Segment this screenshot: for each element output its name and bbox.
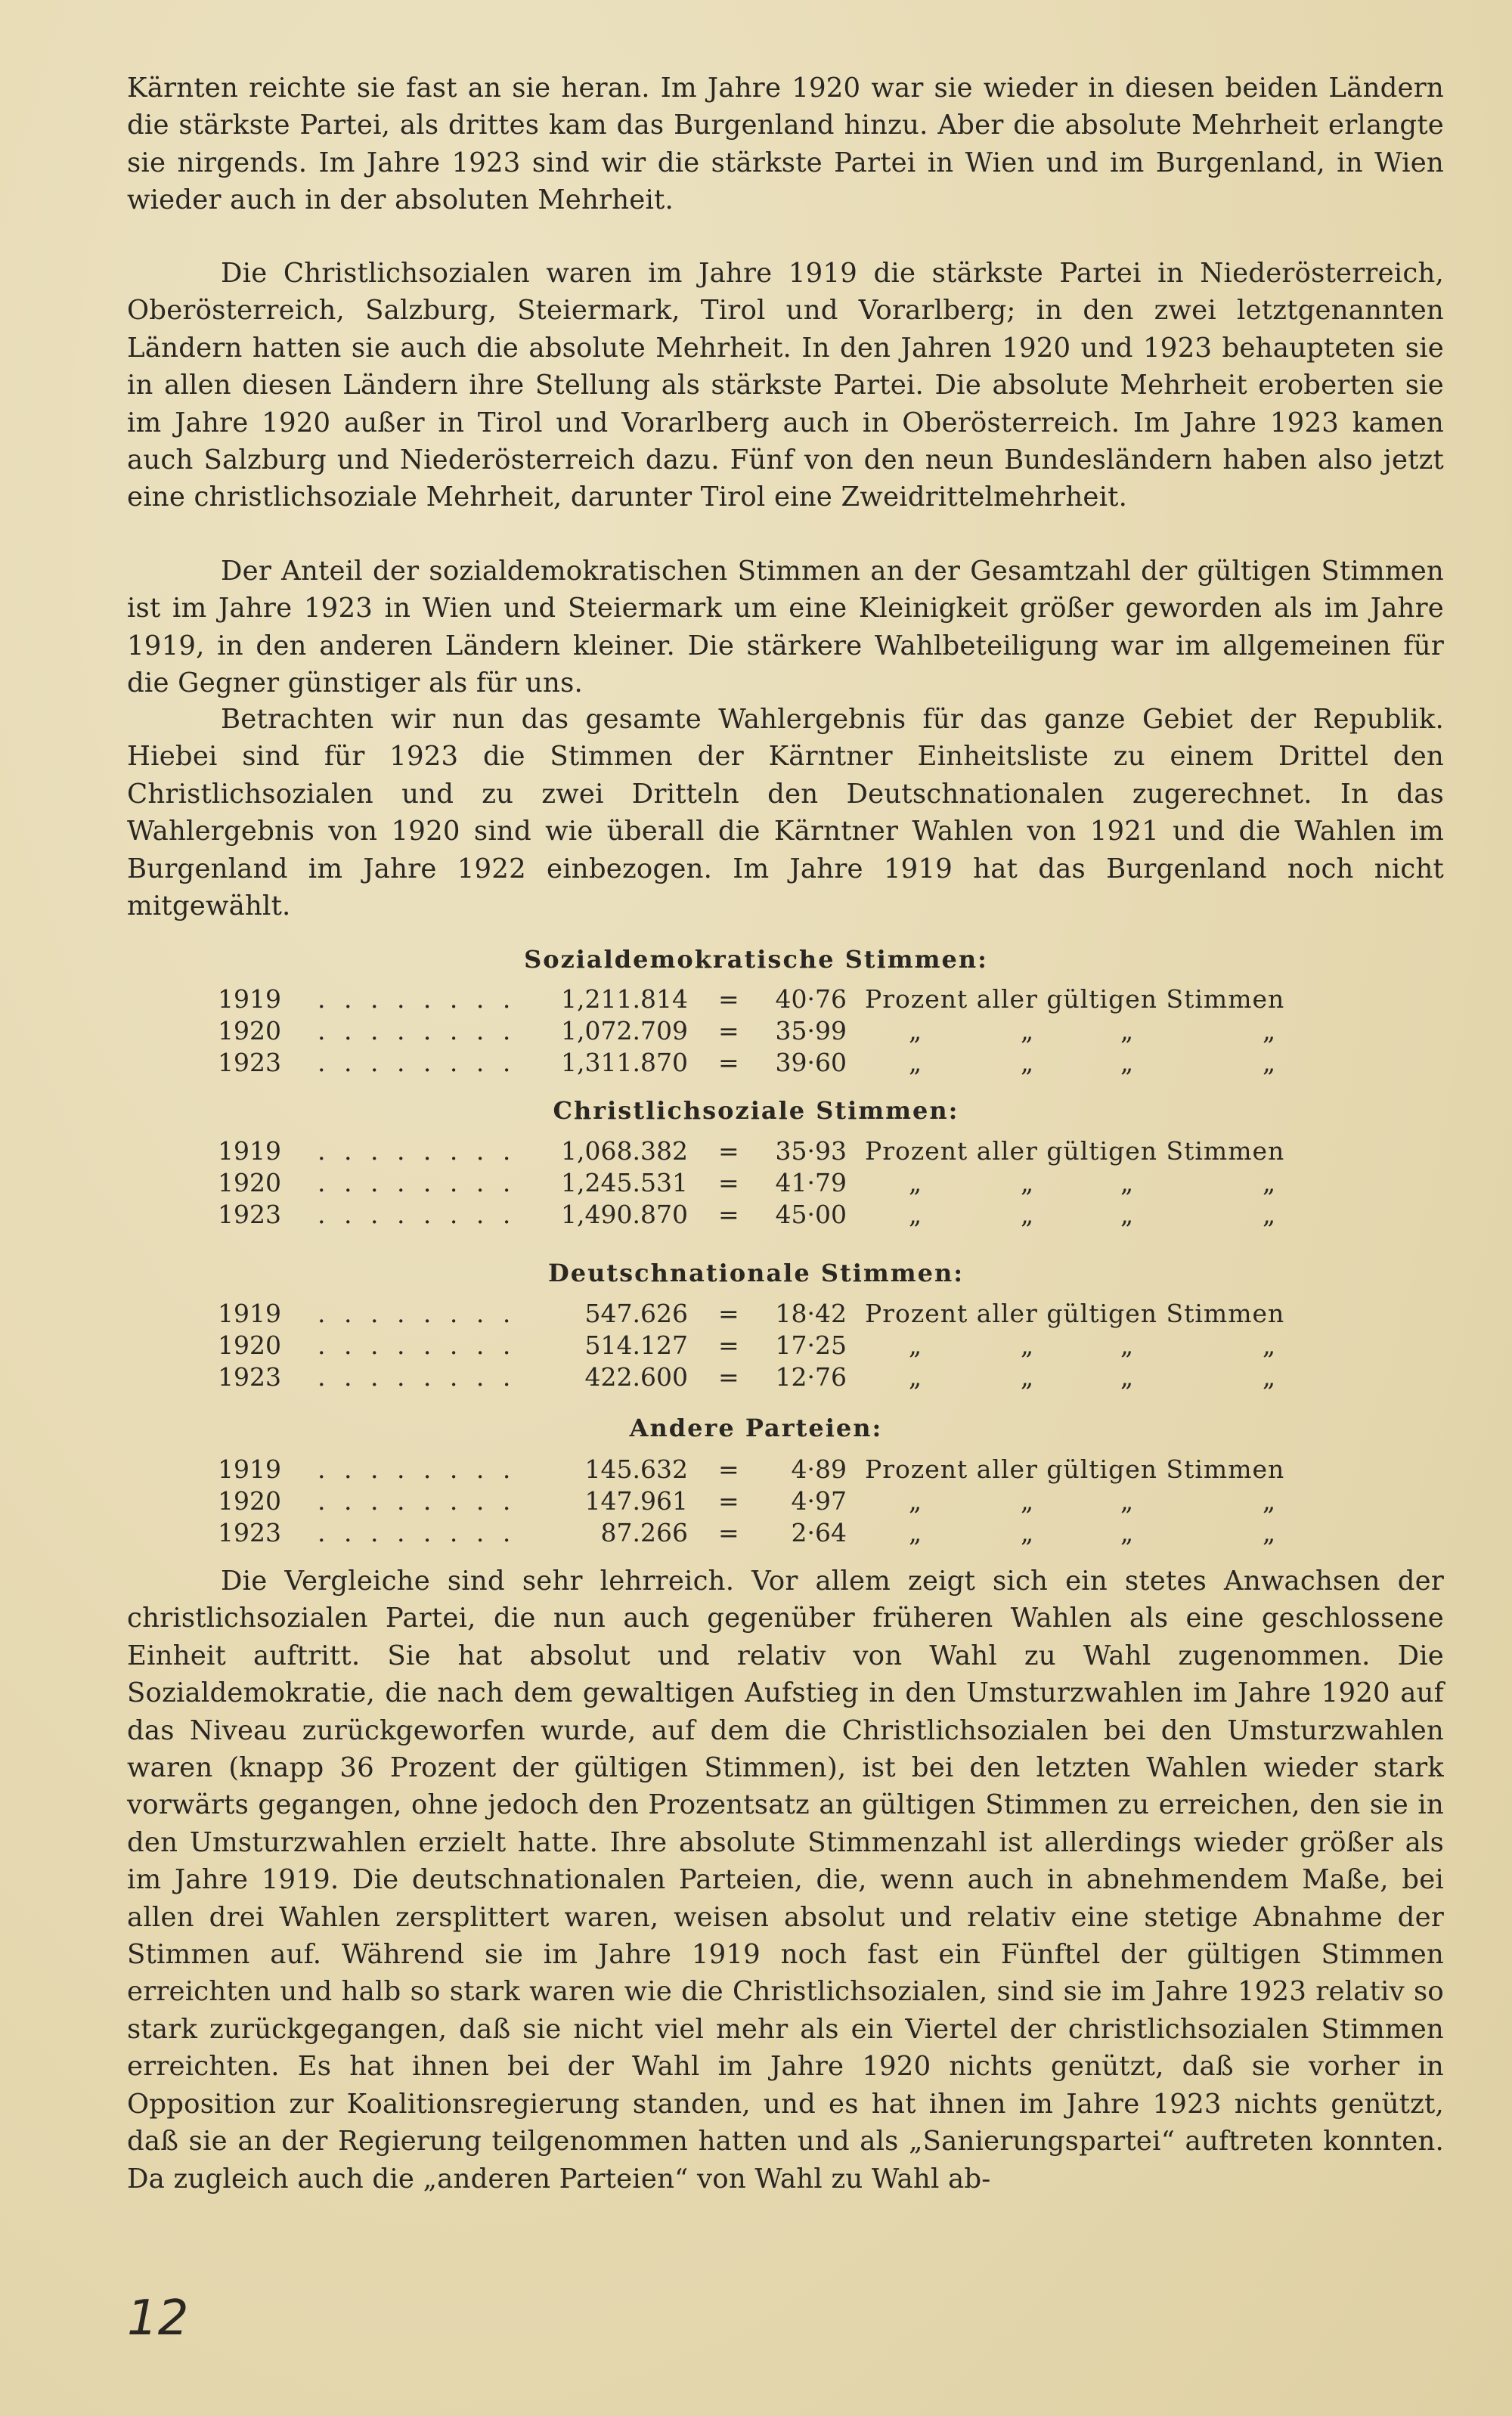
ditto-mark: „ <box>909 1330 922 1360</box>
year-cell: 1920 <box>218 1330 281 1360</box>
table-title-social-democratic: Sozialdemokratische Stimmen: <box>524 945 988 974</box>
table-row <box>0 1486 1512 1518</box>
year-cell: 1919 <box>218 1454 281 1484</box>
year-cell: 1920 <box>218 1016 281 1045</box>
percent-cell: 4·97 <box>791 1486 847 1516</box>
ditto-mark: „ <box>1120 1518 1134 1547</box>
page-number: 12 <box>127 2291 189 2346</box>
paragraph-4-text: Betrachten wir nun das gesamte Wahlergebnis für das ganze Gebiet der Republik. Hiebei sind für 1923 die Stimmen der Kärntner Einheitsliste zu einem Drittel den Christlichsozialen und zu zwei Dritteln den Deutschnationalen zugerechnet. In das Wahlergebnis von 1920 sind wie überall die Kärntner Wahlen von 1921 und die Wahlen im Burgenland im Jahre 1922 einbezogen. Im Jahre 1919 hat das Burgenland noch nicht mitgewählt. <box>127 704 1444 922</box>
ditto-mark: „ <box>1021 1330 1034 1360</box>
paragraph-5-text: Die Vergleiche sind sehr lehrreich. Vor allem zeigt sich ein stetes Anwachsen der christlichsozialen Partei, die nun auch gegenüber früheren Wahlen als eine geschlossene Einheit auftritt. Sie hat absolut und relativ von Wahl zu Wahl zugenommen. Die Sozialdemokratie, die nach dem gewaltigen Aufstieg in den Umsturzwahlen im Jahre 1920 auf das Niveau zurückgeworfen wurde, auf dem die Christlichsozialen bei den Umsturzwahlen waren (knapp 36 Prozent der gültigen Stimmen), ist bei den letzten Wahlen wieder stark vorwärts gegangen, ohne jedoch den Prozentsatz an gültigen Stimmen zu erreichen, den sie in den Umsturzwahlen erzielt hatte. Ihre absolute Stimmenzahl ist allerdings wieder größer als im Jahre 1919. Die deutschnationalen Parteien, die, wenn auch in abnehmendem Maße, bei allen drei Wahlen zersplittert waren, weisen absolut und relativ eine stetige Abnahme der Stimmen auf. Während sie im Jahre 1919 noch fast ein Fünftel der gültigen Stimmen erreichten und halb so stark waren wie die Christlichsozialen, sind sie im Jahre 1923 relativ so stark zurückgegangen, daß sie nicht viel mehr als ein Viertel der christlichsozialen Stimmen erreichten. Es hat ihnen bei der Wahl im Jahre 1920 nichts genützt, daß sie vorher in Opposition zur Koalitionsregierung standen, und es hat ihnen im Jahre 1923 nichts genützt, daß sie an der Regierung teilgenommen hatten und als „Sanierungspartei“ auftreten konnten. Da zugleich auch die „anderen Parteien“ von Wahl zu Wahl ab- <box>127 1566 1444 2195</box>
table-title-other-parties: Andere Parteien: <box>629 1414 883 1442</box>
equals-sign: = <box>718 1200 739 1229</box>
ditto-mark: „ <box>1263 1330 1276 1360</box>
votes-cell: 1,072.709 <box>561 1016 688 1045</box>
table-title-christian-social: Christlichsoziale Stimmen: <box>553 1096 959 1125</box>
equals-sign: = <box>718 1168 739 1197</box>
leader-dots: . . . . . . . . <box>318 1486 516 1516</box>
ditto-mark: „ <box>1120 1016 1134 1045</box>
ditto-mark: „ <box>1021 1048 1034 1077</box>
percent-label: Prozent aller gültigen Stimmen <box>865 1136 1285 1166</box>
leader-dots: . . . . . . . . <box>318 1136 516 1166</box>
table-row <box>0 1299 1512 1330</box>
ditto-mark: „ <box>909 1362 922 1392</box>
percent-cell: 39·60 <box>775 1048 847 1077</box>
equals-sign: = <box>718 1299 739 1328</box>
votes-cell: 422.600 <box>584 1362 688 1392</box>
percent-cell: 18·42 <box>775 1299 847 1328</box>
percent-cell: 2·64 <box>791 1518 847 1547</box>
ditto-mark: „ <box>1263 1518 1276 1547</box>
equals-sign: = <box>718 1330 739 1360</box>
ditto-mark: „ <box>1021 1518 1034 1547</box>
leader-dots: . . . . . . . . <box>318 1299 516 1328</box>
ditto-mark: „ <box>909 1486 922 1516</box>
equals-sign: = <box>718 1518 739 1547</box>
votes-cell: 514.127 <box>584 1330 688 1360</box>
paragraph-2-text: Die Christlichsozialen waren im Jahre 1919 die stärkste Partei in Niederösterreich, Oberösterreich, Salzburg, Steiermark, Tirol und Vorarlberg; in den zwei letztgenannten Ländern hatten sie auch die absolute Mehrheit. In den Jahren 1920 und 1923 behaupteten sie in allen diesen Ländern ihre Stellung als stärkste Partei. Die absolute Mehrheit eroberten sie im Jahre 1920 außer in Tirol und Vorarlberg auch in Oberösterreich. Im Jahre 1923 kamen auch Salzburg und Niederösterreich dazu. Fünf von den neun Bundesländern haben also jetzt eine christlichsoziale Mehrheit, darunter Tirol eine Zweidrittelmehrheit. <box>127 258 1444 513</box>
year-cell: 1920 <box>218 1486 281 1516</box>
ditto-mark: „ <box>1120 1200 1134 1229</box>
table-row <box>0 1016 1512 1048</box>
table-row <box>0 1136 1512 1168</box>
votes-cell: 1,211.814 <box>561 984 688 1014</box>
year-cell: 1919 <box>218 984 281 1014</box>
year-cell: 1919 <box>218 1136 281 1166</box>
votes-cell: 147.961 <box>584 1486 688 1516</box>
votes-cell: 145.632 <box>584 1454 688 1484</box>
ditto-mark: „ <box>1021 1486 1034 1516</box>
ditto-mark: „ <box>1120 1048 1134 1077</box>
percent-label: Prozent aller gültigen Stimmen <box>865 984 1285 1014</box>
equals-sign: = <box>718 1136 739 1166</box>
ditto-mark: „ <box>909 1168 922 1197</box>
ditto-mark: „ <box>909 1048 922 1077</box>
ditto-mark: „ <box>1263 1486 1276 1516</box>
year-cell: 1920 <box>218 1168 281 1197</box>
ditto-mark: „ <box>909 1518 922 1547</box>
leader-dots: . . . . . . . . <box>318 1362 516 1392</box>
paragraph-1 <box>127 70 1444 219</box>
percent-cell: 12·76 <box>775 1362 847 1392</box>
leader-dots: . . . . . . . . <box>318 1330 516 1360</box>
votes-cell: 1,490.870 <box>561 1200 688 1229</box>
percent-label: Prozent aller gültigen Stimmen <box>865 1454 1285 1484</box>
equals-sign: = <box>718 1486 739 1516</box>
equals-sign: = <box>718 1362 739 1392</box>
ditto-mark: „ <box>1120 1362 1134 1392</box>
percent-cell: 35·99 <box>775 1016 847 1045</box>
ditto-mark: „ <box>1263 1048 1276 1077</box>
leader-dots: . . . . . . . . <box>318 1016 516 1045</box>
equals-sign: = <box>718 984 739 1014</box>
year-cell: 1923 <box>218 1200 281 1229</box>
votes-cell: 87.266 <box>600 1518 688 1547</box>
votes-cell: 1,245.531 <box>561 1168 688 1197</box>
equals-sign: = <box>718 1048 739 1077</box>
table-row <box>0 1168 1512 1200</box>
ditto-mark: „ <box>1120 1486 1134 1516</box>
paragraph-1-text: Kärnten reichte sie fast an sie heran. Im Jahre 1920 war sie wieder in diesen beiden Ländern die stärkste Partei, als drittes kam das Burgenland hinzu. Aber die absolute Mehrheit erlangte sie nirgends. Im Jahre 1923 sind wir die stärkste Partei in Wien und im Burgenland, in Wien wieder auch in der absoluten Mehrheit. <box>127 73 1444 216</box>
year-cell: 1923 <box>218 1048 281 1077</box>
ditto-mark: „ <box>1120 1330 1134 1360</box>
votes-cell: 1,068.382 <box>561 1136 688 1166</box>
leader-dots: . . . . . . . . <box>318 1454 516 1484</box>
leader-dots: . . . . . . . . <box>318 984 516 1014</box>
paragraph-5 <box>127 1563 1444 2198</box>
percent-cell: 45·00 <box>775 1200 847 1229</box>
ditto-mark: „ <box>909 1016 922 1045</box>
ditto-mark: „ <box>1263 1168 1276 1197</box>
table-row <box>0 984 1512 1016</box>
ditto-mark: „ <box>1021 1362 1034 1392</box>
percent-cell: 41·79 <box>775 1168 847 1197</box>
ditto-mark: „ <box>1263 1016 1276 1045</box>
leader-dots: . . . . . . . . <box>318 1518 516 1547</box>
votes-cell: 1,311.870 <box>561 1048 688 1077</box>
paragraph-4 <box>127 701 1444 925</box>
ditto-mark: „ <box>1120 1168 1134 1197</box>
percent-label: Prozent aller gültigen Stimmen <box>865 1299 1285 1328</box>
table-row <box>0 1048 1512 1079</box>
percent-cell: 4·89 <box>791 1454 847 1484</box>
percent-cell: 40·76 <box>775 984 847 1014</box>
paragraph-3-text: Der Anteil der sozialdemokratischen Stimmen an der Gesamtzahl der gültigen Stimmen ist im Jahre 1923 in Wien und Steiermark um eine Kleinigkeit größer geworden als im Jahre 1919, in den anderen Ländern kleiner. Die stärkere Wahlbeteiligung war im allgemeinen für die Gegner günstiger als für uns. <box>127 556 1444 699</box>
leader-dots: . . . . . . . . <box>318 1048 516 1077</box>
equals-sign: = <box>718 1016 739 1045</box>
table-row <box>0 1200 1512 1231</box>
table-row <box>0 1362 1512 1394</box>
ditto-mark: „ <box>1263 1200 1276 1229</box>
table-row <box>0 1518 1512 1550</box>
year-cell: 1919 <box>218 1299 281 1328</box>
leader-dots: . . . . . . . . <box>318 1200 516 1229</box>
paragraph-2 <box>127 255 1444 516</box>
equals-sign: = <box>718 1454 739 1484</box>
ditto-mark: „ <box>1021 1200 1034 1229</box>
paragraph-3 <box>127 553 1444 702</box>
table-row <box>0 1330 1512 1362</box>
ditto-mark: „ <box>1021 1016 1034 1045</box>
ditto-mark: „ <box>909 1200 922 1229</box>
year-cell: 1923 <box>218 1362 281 1392</box>
table-row <box>0 1454 1512 1486</box>
leader-dots: . . . . . . . . <box>318 1168 516 1197</box>
ditto-mark: „ <box>1021 1168 1034 1197</box>
ditto-mark: „ <box>1263 1362 1276 1392</box>
table-title-german-national: Deutschnationale Stimmen: <box>547 1259 965 1287</box>
percent-cell: 35·93 <box>775 1136 847 1166</box>
year-cell: 1923 <box>218 1518 281 1547</box>
percent-cell: 17·25 <box>775 1330 847 1360</box>
votes-cell: 547.626 <box>584 1299 688 1328</box>
